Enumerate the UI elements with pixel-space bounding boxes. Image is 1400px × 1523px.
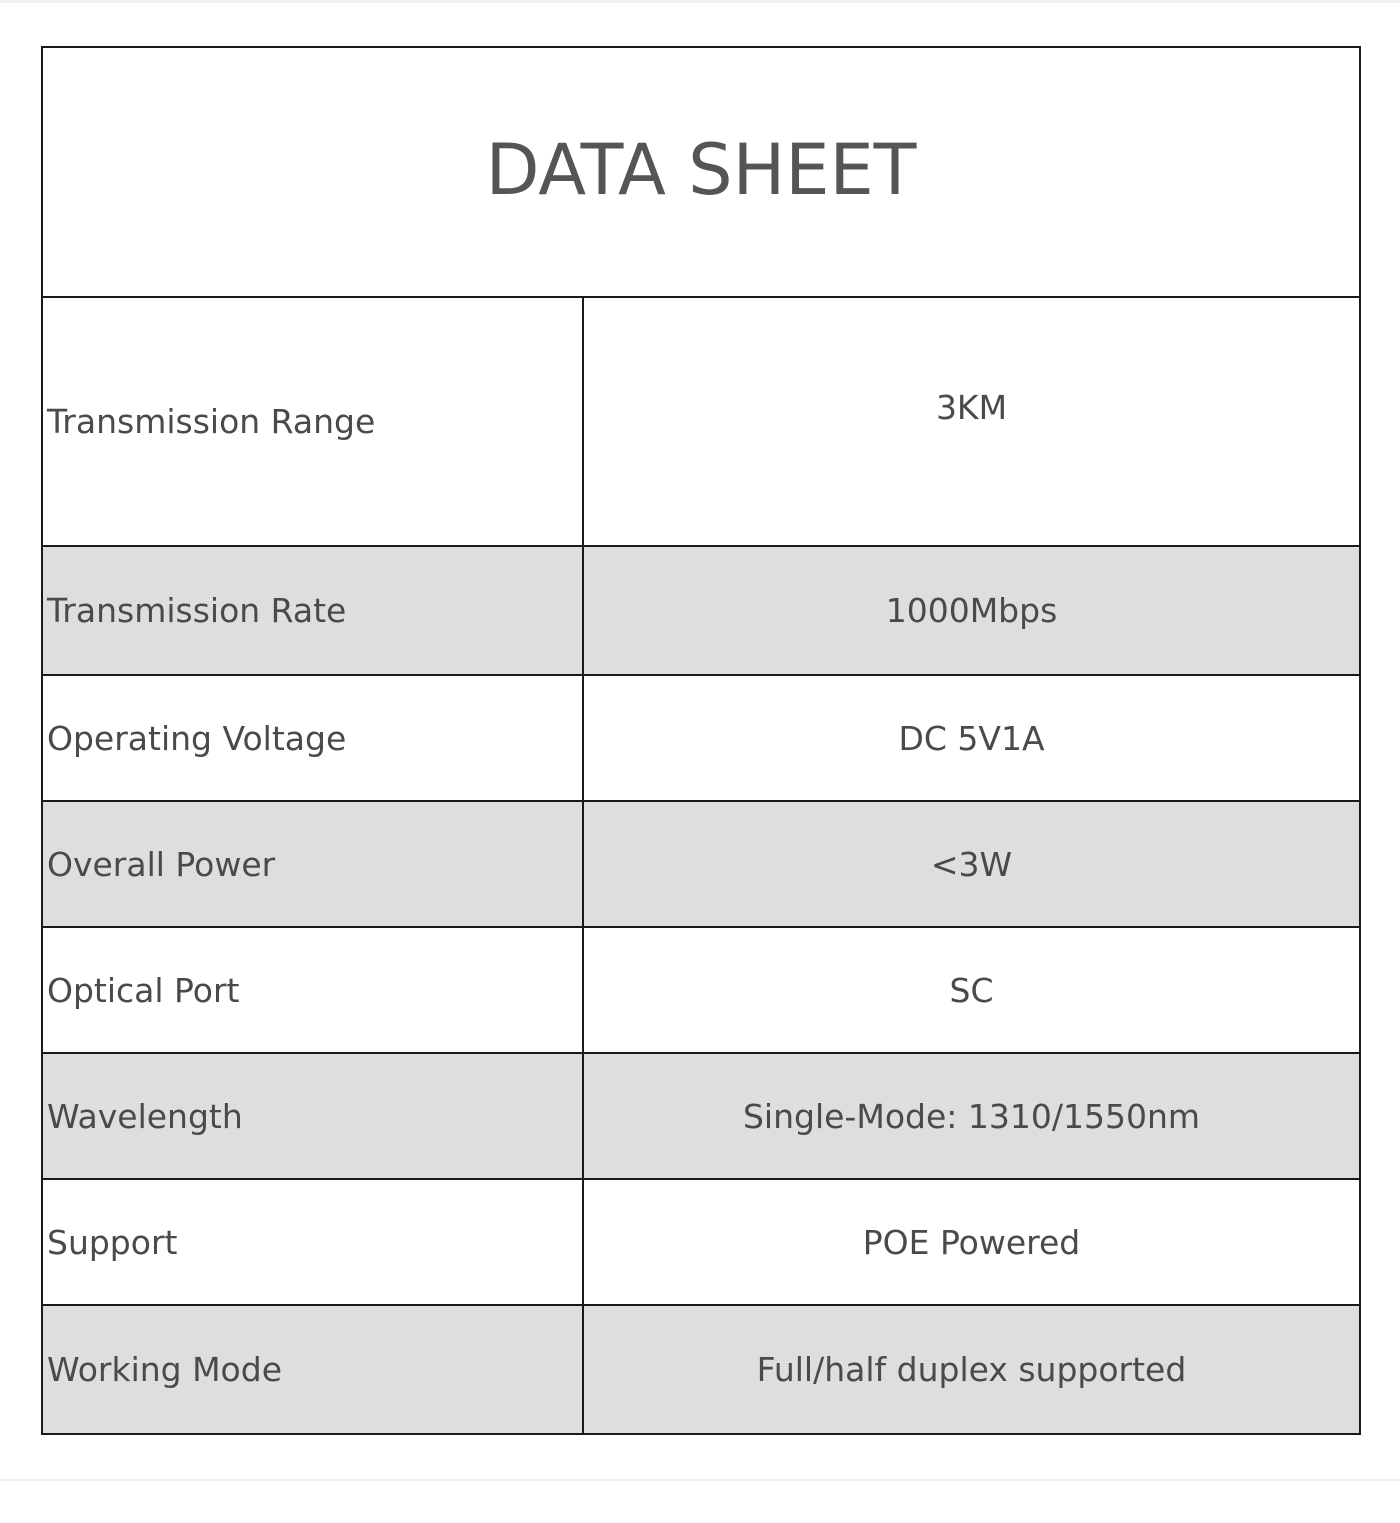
working-mode-value: Full/half duplex supported: [756, 1350, 1187, 1389]
wavelength-value: Single-Mode: 1310/1550nm: [742, 1096, 1201, 1136]
overall-power-label: Overall Power: [47, 844, 276, 884]
row-label: [42, 801, 583, 927]
top-divider: [0, 0, 1400, 3]
row-label: [42, 927, 583, 1053]
data-sheet-table: [41, 46, 1361, 1435]
support-label: Support: [47, 1222, 178, 1262]
overall-power-value: <3W: [930, 844, 1013, 884]
title-row: [42, 47, 1360, 297]
table-row: [42, 927, 1360, 1053]
row-label: [42, 546, 583, 675]
row-value: [583, 297, 1360, 546]
table-row: [42, 801, 1360, 927]
table-row: [42, 1305, 1360, 1434]
operating-voltage-value: DC 5V1A: [898, 718, 1045, 758]
row-label: [42, 1179, 583, 1305]
table-row: [42, 1053, 1360, 1179]
optical-port-value: SC: [949, 970, 994, 1010]
working-mode-label: Working Mode: [47, 1350, 282, 1389]
optical-port-label: Optical Port: [47, 970, 240, 1010]
title-cell: [42, 47, 1360, 297]
bottom-divider: [0, 1479, 1400, 1481]
row-value: [583, 801, 1360, 927]
row-value: [583, 1305, 1360, 1434]
table-row: [42, 297, 1360, 546]
transmission-rate-value: 1000Mbps: [885, 591, 1058, 630]
support-value: POE Powered: [862, 1222, 1081, 1262]
row-label: [42, 297, 583, 546]
row-value: [583, 1053, 1360, 1179]
row-value: [583, 675, 1360, 801]
wavelength-label: Wavelength: [47, 1096, 243, 1136]
table-row: [42, 675, 1360, 801]
row-label: [42, 1053, 583, 1179]
table-row: [42, 546, 1360, 675]
row-label: [42, 675, 583, 801]
row-value: [583, 1179, 1360, 1305]
transmission-range-value: 3KM: [935, 388, 1008, 427]
operating-voltage-label: Operating Voltage: [47, 718, 347, 758]
transmission-range-label: Transmission Range: [47, 402, 376, 441]
page-title: DATA SHEET: [485, 129, 917, 211]
row-value: [583, 927, 1360, 1053]
transmission-rate-label: Transmission Rate: [47, 591, 347, 630]
row-label: [42, 1305, 583, 1434]
row-value: [583, 546, 1360, 675]
table-row: [42, 1179, 1360, 1305]
